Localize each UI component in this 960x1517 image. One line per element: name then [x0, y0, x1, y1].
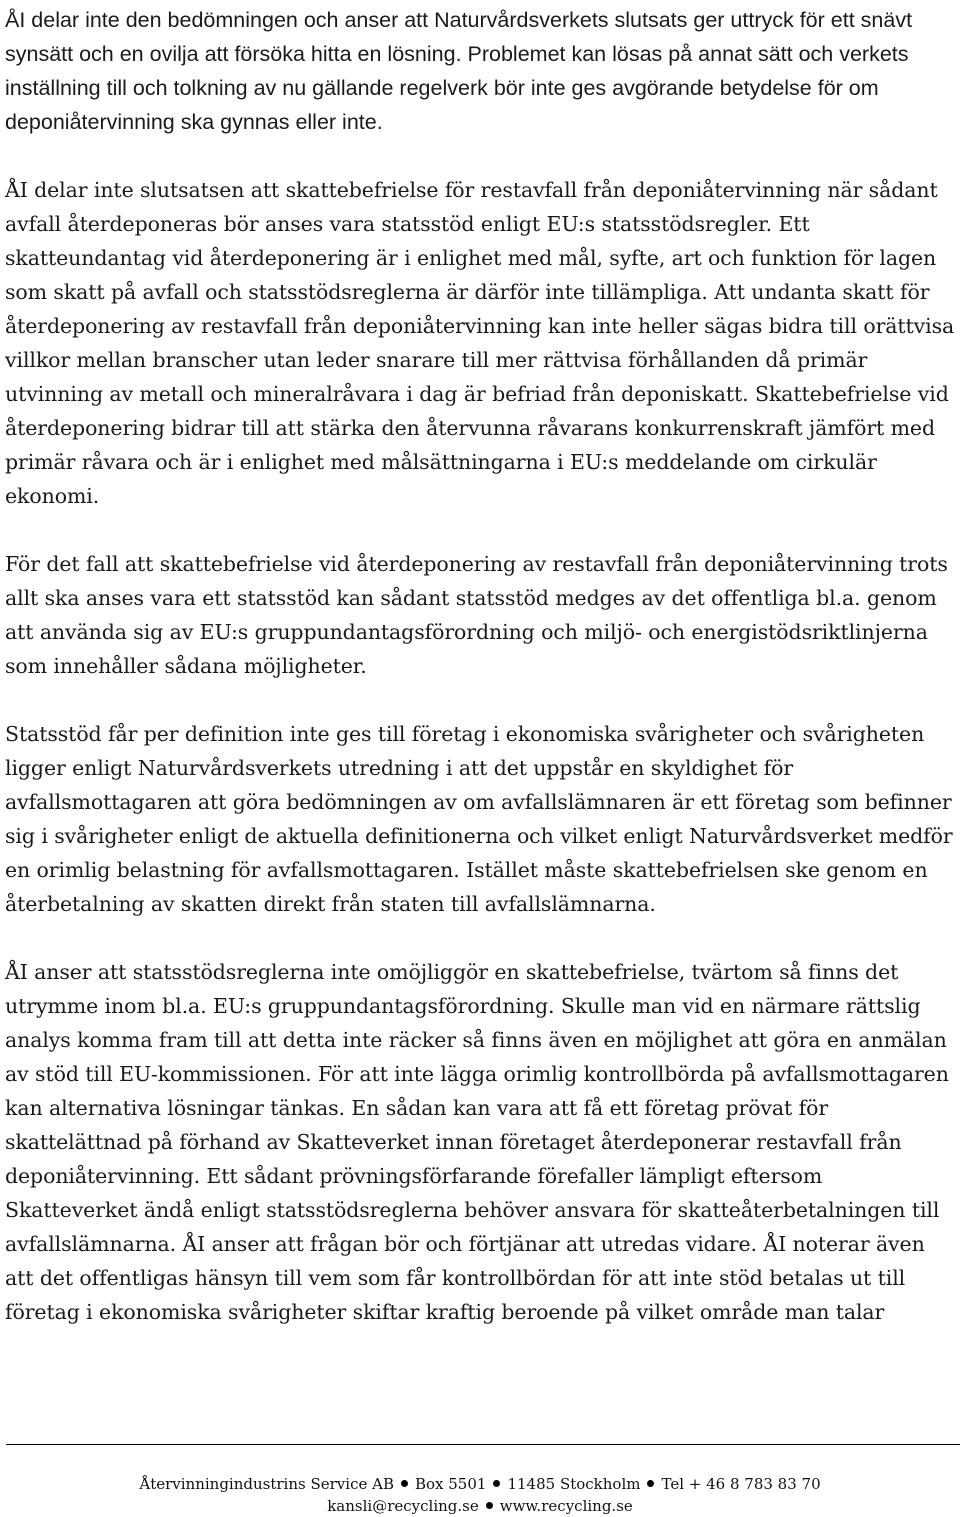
- footer-phone: Tel + 46 8 783 83 70: [661, 1475, 821, 1493]
- footer-email-link[interactable]: kansli@recycling.se: [327, 1497, 479, 1515]
- paragraph-assessment-disagreement: ÅI delar inte den bedömningen och anser att Naturvårdsverkets slutsats ger uttryck för ett snävt synsätt och en ovilja att försöka hitta en lösning. Problemet kan lösas på annat sätt och verkets inställning till och tolkning av nu gällande regelverk bör inte ges avgörande betydelse för om deponiåtervinning ska gynnas eller inte.: [5, 8, 913, 134]
- paragraph-state-aid-conclusion: ÅI delar inte slutsatsen att skattebefrielse för restavfall från deponiåtervinning när sådant avfall återdeponeras bör anses vara statsstöd enligt EU:s statsstödsregler. Ett skatteundantag vid återdeponering är i enlighet med mål, syfte, art och funktion för lagen som skatt på avfall och statsstödsreglerna är därför inte tillämpliga. Att undanta skatt för återdeponering av restavfall från deponiåtervinning kan inte heller sägas bidra till orättvisa villkor mellan branscher utan leder snarare till mer rättvisa förhållanden då primär utvinning av metall och mineralråvara i dag är befriad från deponiskatt. Skattebefrielse vid återdeponering bidrar till att stärka den återvunna råvarans konkurrenskraft jämfört med primär råvara och är i enlighet med målsättningarna i EU:s meddelande om cirkulär ekonomi.: [5, 178, 955, 508]
- paragraph-spacer: [5, 921, 957, 955]
- footer-address-line: [0, 1474, 960, 1494]
- footer-divider: [6, 1444, 960, 1445]
- paragraph-spacer: [5, 683, 957, 717]
- footer-postal: 11485 Stockholm: [507, 1475, 641, 1493]
- footer-website-link[interactable]: www.recycling.se: [499, 1497, 633, 1515]
- paragraph-alternative-solutions: ÅI anser att statsstödsreglerna inte omöjliggör en skattebefrielse, tvärtom så finns det utrymme inom bl.a. EU:s gruppundantagsförordning. Skulle man vid en närmare rättslig analys komma fram till att detta inte räcker så finns även en möjlighet att göra en anmälan av stöd till EU-kommissionen. För att inte lägga orimlig kontrollbörda på avfallsmottagaren kan alternativa lösningar tänkas. En sådan kan vara att få ett företag prövat för skattelättnad på förhand av Skatteverket innan företaget återdeponerar restavfall från deponiåtervinning. Ett sådant prövningsförfarande förefaller lämpligt eftersom Skatteverket ändå enligt statsstödsreglerna behöver ansvara för skatteåterbetalningen till avfallslämnarna. ÅI anser att frågan bör och förtjänar att utredas vidare. ÅI noterar även att det offentligas hänsyn till vem som får kontrollbördan för att inte stöd betalas ut till företag i ekonomiska svårigheter skiftar kraftig beroende på vilket område man talar: [5, 960, 949, 1324]
- paragraph-spacer: [5, 513, 957, 547]
- footer-company: Återvinningindustrins Service AB: [139, 1475, 394, 1493]
- document-body: [5, 3, 957, 1329]
- bullet-separator-icon: [486, 1502, 493, 1509]
- bullet-separator-icon: [493, 1480, 500, 1487]
- bullet-separator-icon: [647, 1480, 654, 1487]
- paragraph-block-exemption: För det fall att skattebefrielse vid återdeponering av restavfall från deponiåtervinning trots allt ska anses vara ett statsstöd kan sådant statsstöd medges av det offentliga bl.a. genom att använda sig av EU:s gruppundantagsförordning och miljö- och energistödsriktlinjerna som innehåller sådana möjligheter.: [5, 552, 948, 678]
- footer-contact-line: [0, 1496, 960, 1516]
- paragraph-companies-in-difficulty: Statsstöd får per definition inte ges till företag i ekonomiska svårigheter och svårigheten ligger enligt Naturvårdsverkets utredning i att det uppstår en skyldighet för avfallsmottagaren att göra bedömningen av om avfallslämnaren är ett företag som befinner sig i svårigheter enligt de aktuella definitionerna och vilket enligt Naturvårdsverket medför en orimlig belastning för avfallsmottagaren. Istället måste skattebefrielsen ske genom en återbetalning av skatten direkt från staten till avfallslämnarna.: [5, 722, 953, 916]
- bullet-separator-icon: [401, 1480, 408, 1487]
- paragraph-spacer: [5, 139, 957, 173]
- footer-box: Box 5501: [414, 1475, 487, 1493]
